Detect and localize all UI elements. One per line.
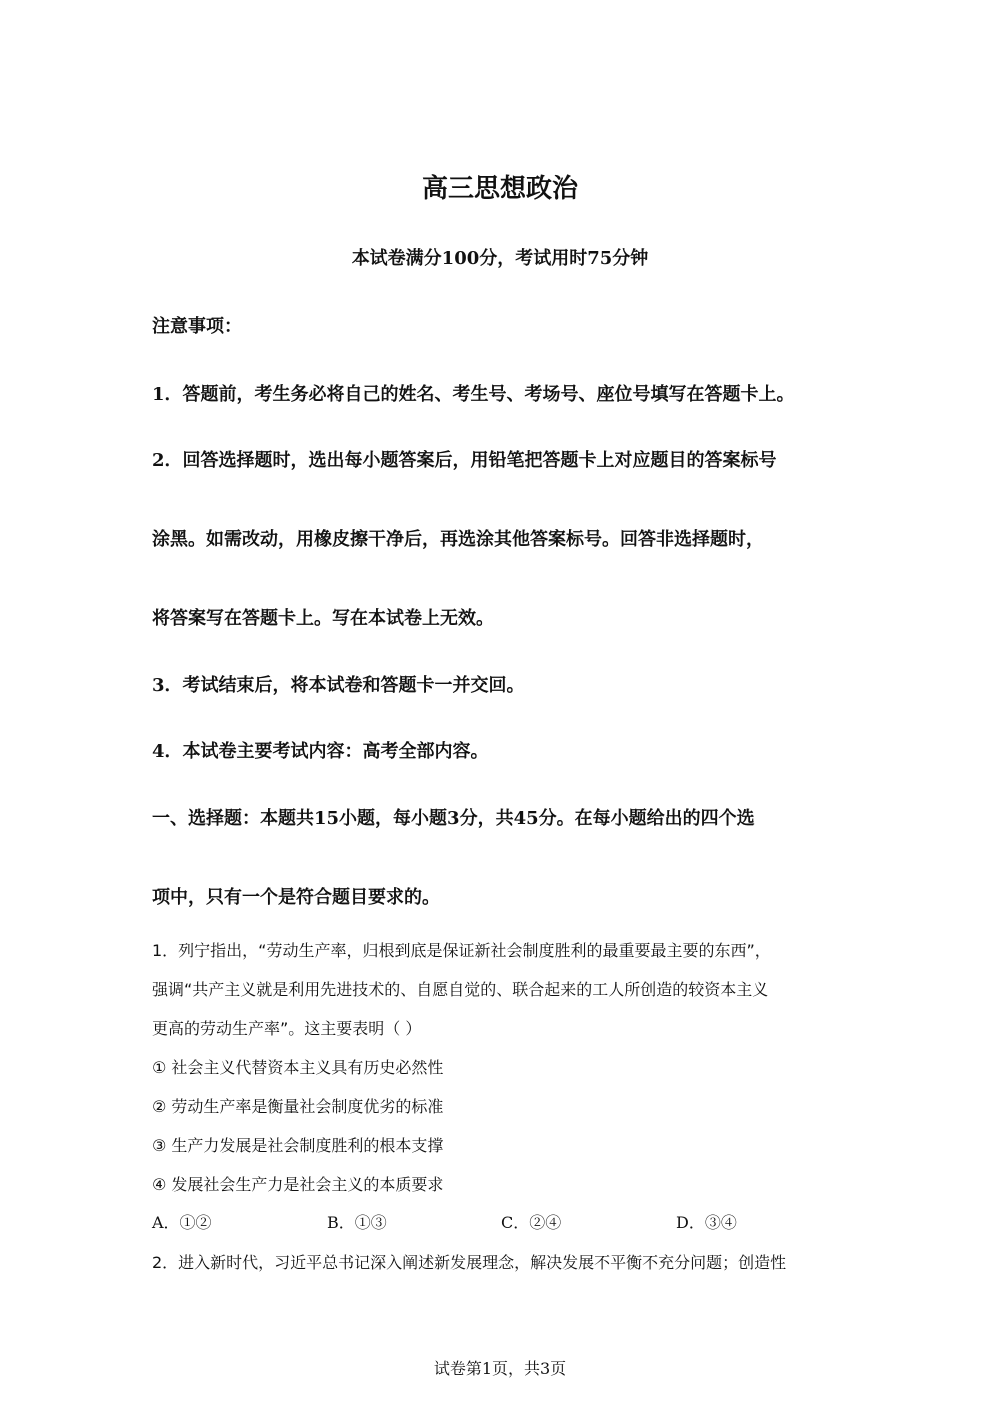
- notice-heading: 注意事项：: [152, 316, 242, 337]
- question-1-option-b: B．①③: [327, 1213, 387, 1232]
- notice-item: 4．本试卷主要考试内容：高考全部内容。: [152, 741, 489, 762]
- question-1-option-c: C．②④: [501, 1213, 562, 1232]
- notice-item: 3．考试结束后，将本试卷和答题卡一并交回。: [152, 675, 525, 696]
- question-1-option-d: D．③④: [676, 1213, 737, 1232]
- question-1-stem: 1．列宁指出，“劳动生产率，归根到底是保证新社会制度胜利的最重要最主要的东西”，: [152, 941, 771, 960]
- page-title: 高三思想政治: [421, 174, 578, 204]
- question-1-statement: ② 劳动生产率是衡量社会制度优劣的标准: [152, 1097, 444, 1116]
- notice-item: 涂黑。如需改动，用橡皮擦干净后，再选涂其他答案标号。回答非选择题时，: [152, 529, 764, 550]
- notice-item: 2．回答选择题时，选出每小题答案后，用铅笔把答题卡上对应题目的答案标号: [152, 450, 777, 471]
- notice-item: 1．答题前，考生务必将自己的姓名、考生号、考场号、座位号填写在答题卡上。: [152, 384, 795, 405]
- question-1-statement: ① 社会主义代替资本主义具有历史必然性: [152, 1058, 444, 1077]
- question-1-statement: ④ 发展社会生产力是社会主义的本质要求: [152, 1175, 444, 1194]
- exam-subtitle: 本试卷满分100分，考试用时75分钟: [351, 248, 649, 269]
- question-1-option-a: A．①②: [152, 1213, 212, 1232]
- question-1-stem: 强调“共产主义就是利用先进技术的、自愿自觉的、联合起来的工人所创造的较资本主义: [152, 980, 769, 999]
- section-heading: 项中，只有一个是符合题目要求的。: [152, 887, 440, 908]
- section-heading: 一、选择题：本题共15小题，每小题3分，共45分。在每小题给出的四个选: [152, 808, 755, 829]
- question-1-stem: 更高的劳动生产率”。这主要表明（ ）: [152, 1019, 422, 1038]
- question-2-stem: 2．进入新时代，习近平总书记深入阐述新发展理念，解决发展不平衡不充分问题；创造性: [152, 1253, 787, 1272]
- notice-item: 将答案写在答题卡上。写在本试卷上无效。: [152, 608, 494, 629]
- question-1-statement: ③ 生产力发展是社会制度胜利的根本支撑: [152, 1136, 444, 1155]
- page-footer: 试卷第1页，共3页: [433, 1359, 567, 1378]
